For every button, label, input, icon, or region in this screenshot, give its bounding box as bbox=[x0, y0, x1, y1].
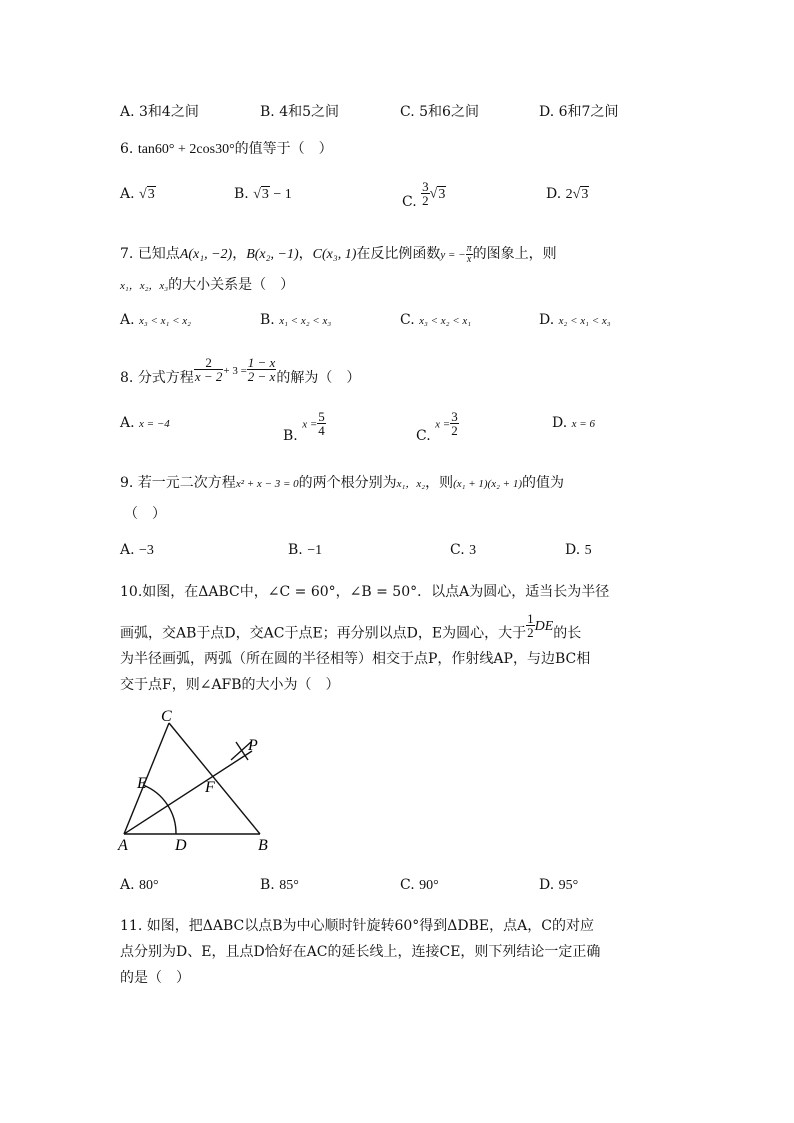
q10-stem-line3: 为半径画弧，两弧（所在圆的半径相等）相交于点P，作射线AP，与边BC相 bbox=[120, 651, 591, 667]
q9-option-d: D. 5 bbox=[565, 542, 592, 558]
q7-option-c: C. x₃ < x₂ < x₁ bbox=[400, 312, 472, 328]
q8-option-c: C. x = $\frac{3}{2}$ bbox=[416, 409, 458, 444]
triangle-figure bbox=[110, 706, 280, 856]
q10-stem-line2: 画弧，交AB于点D，交AC于点E；再分别以点D，E为圆心，大于 $\frac{1}{2}$ DE的长 bbox=[120, 611, 582, 642]
q5-option-a: A. 3和4之间 bbox=[120, 104, 199, 120]
sqrt-symbol: √3 bbox=[429, 186, 446, 202]
q8-option-d: D. x = 6 bbox=[552, 415, 595, 431]
q5-option-d: D. 6和7之间 bbox=[539, 104, 619, 120]
q6-option-a: A. √3 bbox=[120, 186, 155, 202]
label-f: F bbox=[205, 779, 215, 796]
q8-stem: 8. 分式方程 $\frac{2}{x - 2}$ + 3 = $\frac{1 - x}{2 - x}$ 的解为（ ） bbox=[120, 355, 361, 386]
q6-option-b: B. √3 − 1 bbox=[234, 186, 292, 202]
q10-stem-line1: 10.如图，在ΔABC中，∠C = 60°，∠B = 50°．以点A为圆心，适当长为半径 bbox=[120, 584, 610, 600]
q7-option-d: D. x₂ < x₁ < x₃ bbox=[539, 312, 611, 328]
q7-option-b: B. x₁ < x₂ < x₃ bbox=[260, 312, 332, 328]
q7-stem-line1: 7. 已知点A(x₁, −2)，B(x₂, −1)，C(x₃, 1)在反比例函数y = − $\frac{\pi}{x}$ 的图象上，则 bbox=[120, 242, 557, 265]
q7-option-a: A. x₃ < x₁ < x₂ bbox=[120, 312, 191, 328]
q6-option-d: D. 2√3 bbox=[546, 186, 589, 202]
q11-stem-line3: 的是（ ） bbox=[120, 970, 190, 986]
label-p: P bbox=[248, 737, 258, 754]
sqrt-symbol: √3 bbox=[572, 187, 589, 202]
q9-stem-line2: （ ） bbox=[124, 506, 166, 522]
q10-stem-line4: 交于点F，则∠AFB的大小为（ ） bbox=[120, 677, 340, 693]
q9-stem-line1: 9. 若一元二次方程x² + x − 3 = 0的两个根分别为x₁，x₂，则(x₁ + 1)(x₂ + 1)的值为 bbox=[120, 475, 564, 491]
q6-option-c: C. $\frac{3}{2}$ √3 bbox=[402, 179, 446, 210]
label-d: D bbox=[175, 837, 187, 854]
sqrt-symbol: √3 bbox=[253, 187, 269, 202]
q5-option-b: B. 4和5之间 bbox=[260, 104, 340, 120]
q6-stem: 6. tan60° + 2cos30°的值等于（ ） bbox=[120, 141, 333, 157]
q11-stem-line1: 11. 如图，把ΔABC以点B为中心顺时针旋转60°得到ΔDBE，点A，C的对应 bbox=[120, 918, 594, 934]
q5-option-c: C. 5和6之间 bbox=[400, 104, 479, 120]
label-e: E bbox=[137, 775, 147, 792]
q10-option-c: C. 90° bbox=[400, 877, 439, 893]
label-a: A bbox=[118, 837, 128, 854]
q7-stem-line2: x₁，x₂，x₃的大小关系是（ ） bbox=[120, 277, 295, 293]
q8-option-a: A. x = −4 bbox=[120, 415, 170, 431]
label-b: B bbox=[258, 837, 268, 854]
q9-option-b: B. −1 bbox=[288, 542, 323, 558]
ray-ap bbox=[124, 751, 252, 834]
sqrt-symbol: √3 bbox=[139, 187, 155, 202]
q11-stem-line2: 点分别为D、E，且点D恰好在AC的延长线上，连接CE，则下列结论一定正确 bbox=[120, 944, 601, 960]
q8-option-b: B. x = $\frac{5}{4}$ bbox=[283, 409, 325, 444]
arc-de bbox=[143, 785, 176, 834]
q9-option-a: A. −3 bbox=[120, 542, 154, 558]
q9-option-c: C. 3 bbox=[450, 542, 477, 558]
q10-option-d: D. 95° bbox=[539, 877, 579, 893]
label-c: C bbox=[161, 708, 172, 725]
q10-option-a: A. 80° bbox=[120, 877, 159, 893]
q10-option-b: B. 85° bbox=[260, 877, 299, 893]
